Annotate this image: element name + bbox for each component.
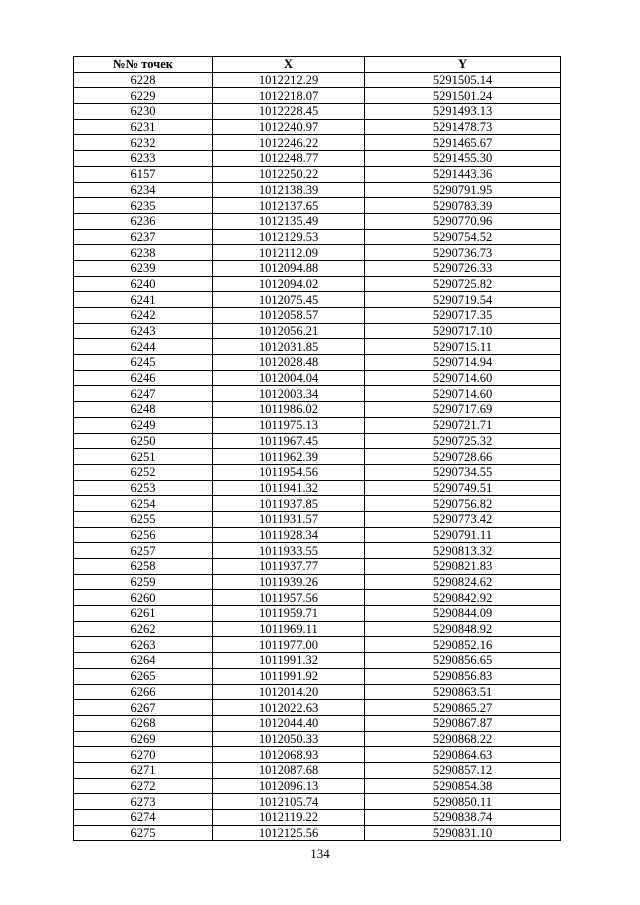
cell-x: 1011928.34 [213,527,365,543]
cell-x: 1012003.34 [213,386,365,402]
cell-point-number: 6242 [74,308,213,324]
table-row [74,260,561,276]
table-row [74,606,561,622]
cell-point-number: 6274 [74,810,213,826]
cell-x: 1011954.56 [213,464,365,480]
cell-x: 1011941.32 [213,480,365,496]
cell-y: 5290857.12 [365,762,561,778]
cell-x: 1012058.57 [213,308,365,324]
cell-y: 5290770.96 [365,213,561,229]
cell-point-number: 6265 [74,668,213,684]
cell-point-number: 6275 [74,825,213,841]
cell-point-number: 6249 [74,417,213,433]
cell-point-number: 6255 [74,511,213,527]
cell-x: 1011977.00 [213,637,365,653]
cell-x: 1012119.22 [213,810,365,826]
header-y: Y [365,57,561,73]
table-row [74,213,561,229]
cell-x: 1012228.45 [213,104,365,120]
cell-point-number: 6266 [74,684,213,700]
cell-x: 1012250.22 [213,166,365,182]
cell-point-number: 6238 [74,245,213,261]
cell-point-number: 6240 [74,276,213,292]
cell-y: 5290867.87 [365,715,561,731]
cell-y: 5290725.32 [365,433,561,449]
cell-y: 5290714.60 [365,386,561,402]
cell-y: 5290838.74 [365,810,561,826]
cell-point-number: 6273 [74,794,213,810]
cell-point-number: 6260 [74,590,213,606]
table-row [74,166,561,182]
table-row [74,574,561,590]
cell-point-number: 6241 [74,292,213,308]
cell-x: 1012105.74 [213,794,365,810]
cell-point-number: 6270 [74,747,213,763]
cell-y: 5291465.67 [365,135,561,151]
cell-point-number: 6247 [74,386,213,402]
table-row [74,527,561,543]
cell-x: 1012129.53 [213,229,365,245]
cell-point-number: 6233 [74,151,213,167]
coordinates-table [73,56,561,841]
cell-y: 5290726.33 [365,260,561,276]
cell-x: 1011975.13 [213,417,365,433]
cell-y: 5290791.95 [365,182,561,198]
cell-x: 1011991.92 [213,668,365,684]
cell-y: 5290749.51 [365,480,561,496]
cell-x: 1012075.45 [213,292,365,308]
cell-x: 1012248.77 [213,151,365,167]
cell-y: 5290831.10 [365,825,561,841]
header-row [74,57,561,73]
cell-point-number: 6234 [74,182,213,198]
cell-point-number: 6252 [74,464,213,480]
cell-x: 1011933.55 [213,543,365,559]
cell-x: 1011937.85 [213,496,365,512]
cell-y: 5290756.82 [365,496,561,512]
cell-point-number: 6271 [74,762,213,778]
cell-y: 5290852.16 [365,637,561,653]
cell-x: 1011986.02 [213,402,365,418]
cell-x: 1012068.93 [213,747,365,763]
cell-y: 5290868.22 [365,731,561,747]
cell-y: 5290821.83 [365,559,561,575]
cell-x: 1011959.71 [213,606,365,622]
table-row [74,402,561,418]
table-row [74,308,561,324]
table-row [74,339,561,355]
cell-x: 1012004.04 [213,370,365,386]
cell-x: 1012094.02 [213,276,365,292]
table-row [74,72,561,88]
cell-x: 1012112.09 [213,245,365,261]
cell-y: 5291478.73 [365,119,561,135]
cell-x: 1012022.63 [213,700,365,716]
cell-x: 1012028.48 [213,355,365,371]
cell-x: 1012094.88 [213,260,365,276]
cell-y: 5290848.92 [365,621,561,637]
cell-point-number: 6256 [74,527,213,543]
table-row [74,464,561,480]
table-row [74,292,561,308]
table-row [74,684,561,700]
cell-x: 1012056.21 [213,323,365,339]
cell-x: 1012031.85 [213,339,365,355]
table-row [74,433,561,449]
cell-y: 5291505.14 [365,72,561,88]
cell-x: 1012044.40 [213,715,365,731]
cell-y: 5290791.11 [365,527,561,543]
cell-point-number: 6262 [74,621,213,637]
header-point-number: №№ точек [74,57,213,73]
cell-point-number: 6246 [74,370,213,386]
table-row [74,88,561,104]
table-row [74,794,561,810]
cell-x: 1012218.07 [213,88,365,104]
table-row [74,323,561,339]
table-row [74,104,561,120]
table-row [74,151,561,167]
cell-y: 5290717.35 [365,308,561,324]
table-row [74,810,561,826]
cell-y: 5290717.10 [365,323,561,339]
cell-x: 1011969.11 [213,621,365,637]
cell-point-number: 6228 [74,72,213,88]
table-row [74,715,561,731]
cell-y: 5290717.69 [365,402,561,418]
cell-x: 1011931.57 [213,511,365,527]
cell-point-number: 6269 [74,731,213,747]
cell-x: 1012050.33 [213,731,365,747]
cell-y: 5290854.38 [365,778,561,794]
cell-point-number: 6268 [74,715,213,731]
cell-y: 5290714.60 [365,370,561,386]
table-row [74,700,561,716]
cell-y: 5290728.66 [365,449,561,465]
cell-y: 5290842.92 [365,590,561,606]
cell-x: 1011962.39 [213,449,365,465]
cell-x: 1011967.45 [213,433,365,449]
cell-y: 5290734.55 [365,464,561,480]
table-row [74,778,561,794]
table-row [74,449,561,465]
cell-point-number: 6243 [74,323,213,339]
cell-point-number: 6250 [74,433,213,449]
cell-point-number: 6257 [74,543,213,559]
table-row [74,668,561,684]
table-row [74,370,561,386]
cell-y: 5290856.65 [365,653,561,669]
cell-x: 1012138.39 [213,182,365,198]
table-body [74,72,561,841]
table-row [74,245,561,261]
cell-point-number: 6157 [74,166,213,182]
table-row [74,182,561,198]
cell-y: 5290864.63 [365,747,561,763]
cell-point-number: 6229 [74,88,213,104]
cell-y: 5290736.73 [365,245,561,261]
cell-point-number: 6259 [74,574,213,590]
cell-y: 5290719.54 [365,292,561,308]
cell-point-number: 6245 [74,355,213,371]
table-row [74,496,561,512]
cell-y: 5290715.11 [365,339,561,355]
cell-point-number: 6248 [74,402,213,418]
table-row [74,653,561,669]
cell-point-number: 6231 [74,119,213,135]
cell-x: 1012096.13 [213,778,365,794]
cell-y: 5290865.27 [365,700,561,716]
table-row [74,198,561,214]
cell-point-number: 6258 [74,559,213,575]
cell-y: 5291455.30 [365,151,561,167]
cell-point-number: 6237 [74,229,213,245]
cell-x: 1011939.26 [213,574,365,590]
cell-x: 1012240.97 [213,119,365,135]
cell-x: 1011991.32 [213,653,365,669]
table-row [74,543,561,559]
cell-y: 5291493.13 [365,104,561,120]
cell-y: 5290863.51 [365,684,561,700]
table-header [74,57,561,73]
cell-x: 1012137.65 [213,198,365,214]
cell-y: 5291501.24 [365,88,561,104]
cell-x: 1012087.68 [213,762,365,778]
cell-x: 1011937.77 [213,559,365,575]
table-row [74,386,561,402]
cell-point-number: 6263 [74,637,213,653]
table-row [74,119,561,135]
cell-x: 1012135.49 [213,213,365,229]
table-row [74,135,561,151]
cell-y: 5290714.94 [365,355,561,371]
cell-point-number: 6236 [74,213,213,229]
table-row [74,762,561,778]
cell-point-number: 6235 [74,198,213,214]
table-row [74,747,561,763]
cell-point-number: 6267 [74,700,213,716]
cell-x: 1012246.22 [213,135,365,151]
table-row [74,590,561,606]
table-row [74,637,561,653]
cell-y: 5290850.11 [365,794,561,810]
cell-y: 5290824.62 [365,574,561,590]
cell-point-number: 6272 [74,778,213,794]
table-row [74,229,561,245]
cell-y: 5290844.09 [365,606,561,622]
cell-y: 5290721.71 [365,417,561,433]
header-x: X [213,57,365,73]
table-row [74,355,561,371]
cell-y: 5290856.83 [365,668,561,684]
cell-point-number: 6253 [74,480,213,496]
cell-y: 5291443.36 [365,166,561,182]
table-row [74,621,561,637]
cell-point-number: 6239 [74,260,213,276]
cell-point-number: 6230 [74,104,213,120]
cell-point-number: 6264 [74,653,213,669]
cell-point-number: 6232 [74,135,213,151]
table-row [74,825,561,841]
cell-y: 5290725.82 [365,276,561,292]
cell-x: 1012212.29 [213,72,365,88]
cell-x: 1011957.56 [213,590,365,606]
table-row [74,417,561,433]
cell-x: 1012125.56 [213,825,365,841]
cell-point-number: 6261 [74,606,213,622]
cell-point-number: 6251 [74,449,213,465]
cell-point-number: 6244 [74,339,213,355]
table-row [74,559,561,575]
cell-y: 5290783.39 [365,198,561,214]
table-row [74,480,561,496]
cell-point-number: 6254 [74,496,213,512]
cell-y: 5290813.32 [365,543,561,559]
table-row [74,276,561,292]
cell-y: 5290754.52 [365,229,561,245]
table-row [74,511,561,527]
cell-y: 5290773.42 [365,511,561,527]
table-row [74,731,561,747]
page-number: 134 [310,846,330,861]
cell-x: 1012014.20 [213,684,365,700]
